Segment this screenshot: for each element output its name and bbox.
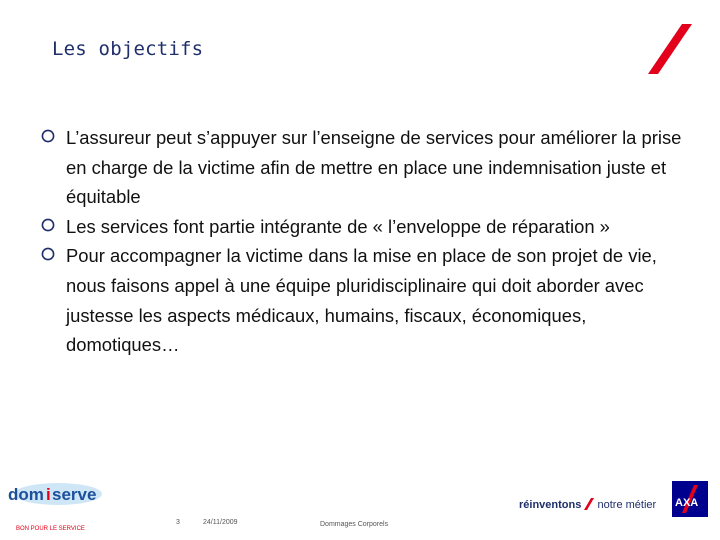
bullet-item (40, 241, 700, 359)
page-number: 3 (176, 519, 180, 526)
bullet-text: Pour accompagner la victime dans la mise en place de son projet de vie, nous faisons appel à une équipe pluridisciplinaire qui doit aborder avec justesse les aspects médicaux, humains, fiscaux, économiques, domotiques… (66, 245, 657, 356)
tagline-normal: notre métier (597, 499, 657, 511)
bullet-item (40, 212, 700, 242)
domiserve-logo (6, 478, 116, 534)
bullet-ring-icon (41, 129, 55, 143)
bullet-list (40, 123, 700, 360)
tagline (519, 498, 656, 511)
bullet-ring-icon (41, 218, 55, 232)
bullet-text: L’assureur peut s’appuyer sur l’enseigne de services pour améliorer la prise en charge de la victime afin de mettre en place une indemnisation juste et équitable (66, 127, 682, 208)
red-slash-icon (584, 498, 594, 510)
bullet-item (40, 123, 700, 212)
svg-text:serve: serve (52, 485, 97, 504)
svg-text:AXA: AXA (675, 497, 699, 509)
svg-text:dom: dom (8, 485, 44, 504)
footer-date: 24/11/2009 (203, 519, 238, 526)
slide-title: Les objectifs (52, 38, 204, 60)
svg-text:i: i (46, 485, 51, 504)
bullet-ring-icon (41, 247, 55, 261)
footer-subject: Dommages Corporels (320, 521, 389, 528)
red-slash-logo (646, 24, 694, 76)
axa-logo (672, 481, 708, 517)
svg-text:BON POUR LE SERVICE: BON POUR LE SERVICE (16, 526, 85, 532)
bullet-text: Les services font partie intégrante de « l’enveloppe de réparation » (66, 215, 610, 237)
tagline-bold: réinventons (519, 499, 582, 511)
